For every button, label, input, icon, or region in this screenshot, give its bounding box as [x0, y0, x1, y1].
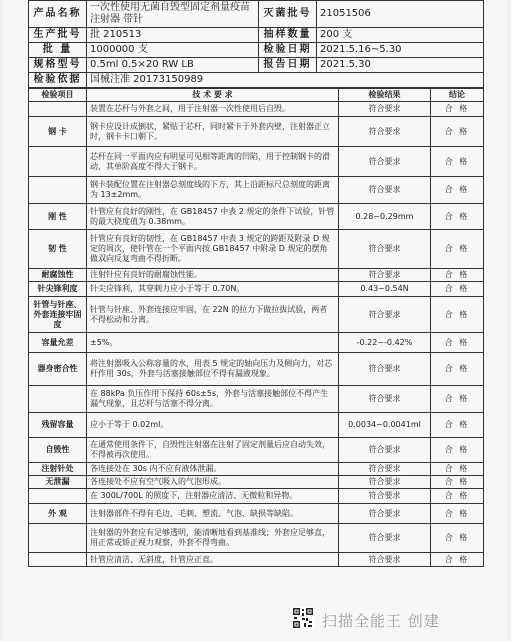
basis-label: 检验依据	[29, 73, 87, 88]
result-cell: 符合要求	[339, 476, 431, 489]
conclusion-cell: 合 格	[431, 102, 484, 117]
table-row	[29, 413, 484, 438]
table-row	[29, 230, 484, 269]
conclusion-cell: 合 格	[431, 553, 484, 567]
sample-qty-value: 200 支	[317, 28, 484, 43]
conclusion-cell: 合 格	[431, 269, 484, 282]
table-row	[29, 504, 484, 524]
table-row	[29, 177, 484, 204]
requirement-cell: 将注射器吸入公称容量的水，用表 5 规定的轴向压力及侧向力，对芯杆作用 30s，外套与活塞接触部位不得有漏液现象。	[87, 353, 339, 386]
item-cell	[29, 524, 87, 553]
result-cell: 符合要求	[339, 438, 431, 463]
result-cell: 0.28~0.29mm	[339, 204, 431, 230]
sterilization-batch-value: 21051506	[317, 1, 484, 28]
requirement-cell: 应小于等于 0.02ml。	[87, 413, 339, 438]
requirement-cell: 注射针应有良好的耐腐蚀性能。	[87, 269, 339, 282]
result-cell: 符合要求	[339, 504, 431, 524]
result-cell: 0.0034~0.0041ml	[339, 413, 431, 438]
brand-text: 扫描全能王 创建	[322, 612, 440, 630]
column-item: 检验项目	[29, 89, 87, 102]
production-batch-value: 批 210513	[87, 28, 259, 43]
item-cell: 外 观	[29, 504, 87, 524]
inspection-date-label: 检验日期	[259, 43, 317, 58]
inspection-date-value: 2021.5.16~5.30	[317, 43, 484, 58]
item-cell	[29, 102, 87, 117]
item-cell: 注射针处	[29, 463, 87, 476]
table-row	[29, 282, 484, 297]
table-row	[29, 147, 484, 177]
table-row	[29, 353, 484, 386]
column-conclusion: 结论	[431, 89, 484, 102]
table-row	[29, 117, 484, 147]
item-cell	[29, 489, 87, 504]
product-name-value: 一次性使用无菌自毁型固定剂量疫苗注射器 带针	[87, 1, 259, 28]
sterilization-batch-label: 灭菌批号	[259, 1, 317, 28]
item-cell: 无泄漏	[29, 476, 87, 489]
item-cell: 刚 性	[29, 204, 87, 230]
item-cell: 针管与针座、外套连接牢固度	[29, 297, 87, 333]
report-date-label: 报告日期	[259, 58, 317, 73]
sample-qty-label: 抽样数量	[259, 28, 317, 43]
result-cell: 符合要求	[339, 524, 431, 553]
result-cell: 符合要求	[339, 117, 431, 147]
result-cell: 符合要求	[339, 297, 431, 333]
requirement-cell: ±5%。	[87, 333, 339, 353]
batch-qty-label: 批 量	[29, 43, 87, 58]
table-row	[29, 102, 484, 117]
column-result: 检验结果	[339, 89, 431, 102]
conclusion-cell: 合 格	[431, 147, 484, 177]
table-row	[29, 333, 484, 353]
result-cell: 符合要求	[339, 463, 431, 476]
table-row	[29, 438, 484, 463]
spec-label: 规格型号	[29, 58, 87, 73]
result-cell: 符合要求	[339, 177, 431, 204]
item-cell: 钢 卡	[29, 117, 87, 147]
document-page	[3, 0, 506, 641]
requirement-cell: 芯杆在同一平面内应有明显可见相等距离的凹陷，用于控制钢卡的滑动，其单阶高度不得大于钢卡。	[87, 147, 339, 177]
conclusion-cell: 合 格	[431, 297, 484, 333]
column-requirement: 技 术 要 求	[87, 89, 339, 102]
conclusion-cell: 合 格	[431, 353, 484, 386]
item-cell: 针尖锋利度	[29, 282, 87, 297]
report-date-value: 2021.5.30	[317, 58, 484, 73]
result-cell: 符合要求	[339, 553, 431, 567]
requirement-cell: 钢卡应设计成倒状，紧贴于芯杆，同时紧卡于外套内壁，注射器正立时，钢卡卡口朝下。	[87, 117, 339, 147]
requirement-cell: 针尖应锋利，其穿刺力应小于等于 0.70N。	[87, 282, 339, 297]
conclusion-cell: 合 格	[431, 333, 484, 353]
inspection-report	[28, 0, 483, 567]
table-row	[29, 463, 484, 476]
item-cell: 自毁性	[29, 438, 87, 463]
item-cell: 残留容量	[29, 413, 87, 438]
conclusion-cell: 合 格	[431, 524, 484, 553]
conclusion-cell: 合 格	[431, 117, 484, 147]
requirement-cell: 各连接处不应有空气吸入的气泡形成。	[87, 476, 339, 489]
result-cell: -0.22~-0.42%	[339, 333, 431, 353]
result-cell: 符合要求	[339, 489, 431, 504]
requirement-cell: 针管应有良好的韧性，在 GB18457 中表 3 规定的跨距及附录 D 规定的周次，使针管在一个平面内按 GB18457 中附录 D 规定的摆角做双向反复弯曲不得折断。	[87, 230, 339, 269]
conclusion-cell: 合 格	[431, 476, 484, 489]
conclusion-cell: 合 格	[431, 386, 484, 413]
conclusion-cell: 合 格	[431, 438, 484, 463]
table-row	[29, 476, 484, 489]
item-cell	[29, 147, 87, 177]
conclusion-cell: 合 格	[431, 413, 484, 438]
requirement-cell: 在 300L/700L 的照度下，注射器应清洁、无微粒和异物。	[87, 489, 339, 504]
conclusion-cell: 合 格	[431, 230, 484, 269]
item-cell	[29, 553, 87, 567]
conclusion-cell: 合 格	[431, 489, 484, 504]
item-cell	[29, 386, 87, 413]
batch-qty-value: 1000000 支	[87, 43, 259, 58]
conclusion-cell: 合 格	[431, 463, 484, 476]
requirement-cell: 针管与针座、外套连接应牢固，在 22N 的拉力下做拉拔试验，两者不得松动和分离。	[87, 297, 339, 333]
requirement-cell: 针管应清洁、无斜度，针管应正直。	[87, 553, 339, 567]
table-row	[29, 489, 484, 504]
result-cell: 0.43~0.54N	[339, 282, 431, 297]
result-cell: 符合要求	[339, 386, 431, 413]
conclusion-cell: 合 格	[431, 282, 484, 297]
header-table	[28, 0, 484, 88]
results-table	[28, 88, 484, 567]
product-name-label: 产品名称	[29, 1, 87, 28]
table-row	[29, 204, 484, 230]
requirement-cell: 注射器部件不得有毛边、毛刺、塑流、气泡、缺损等缺陷。	[87, 504, 339, 524]
conclusion-cell: 合 格	[431, 177, 484, 204]
scanner-watermark	[292, 607, 462, 631]
table-row	[29, 269, 484, 282]
requirement-cell: 装置在芯杆与外套之间，用于注射器一次性使用后自毁。	[87, 102, 339, 117]
result-cell: 符合要求	[339, 147, 431, 177]
requirement-cell: 注射器的外套应有足够透明，能清晰地看到基准线；外套应足够直，用正常或矫正视力观察，外套不得弯曲。	[87, 524, 339, 553]
requirement-cell: 在 88kPa 负压作用下保持 60s±5s，外套与活塞接触部位不得产生漏气现象，且芯杆与活塞不得分离。	[87, 386, 339, 413]
results-body	[29, 102, 484, 567]
item-cell: 器身密合性	[29, 353, 87, 386]
requirement-cell: 各连接处在 30s 内不应有液体泄漏。	[87, 463, 339, 476]
item-cell: 韧 性	[29, 230, 87, 269]
basis-value: 国械注准 20173150989	[87, 73, 484, 88]
table-row	[29, 386, 484, 413]
production-batch-label: 生产批号	[29, 28, 87, 43]
result-cell: 符合要求	[339, 353, 431, 386]
table-row	[29, 524, 484, 553]
result-cell: 符合要求	[339, 230, 431, 269]
conclusion-cell: 合 格	[431, 504, 484, 524]
requirement-cell: 针管应有良好的刚性，在 GB18457 中表 2 规定的条件下试验，针管的最大挠度值为 0.38mm。	[87, 204, 339, 230]
result-cell: 符合要求	[339, 102, 431, 117]
qr-code-icon	[292, 607, 314, 629]
spec-value: 0.5ml 0.5×20 RW LB	[87, 58, 259, 73]
item-cell: 耐腐蚀性	[29, 269, 87, 282]
result-cell: 符合要求	[339, 269, 431, 282]
conclusion-cell: 合 格	[431, 204, 484, 230]
requirement-cell: 在通常使用条件下，自毁性注射器在注射了固定剂量后应自动失效，不得被再次使用。	[87, 438, 339, 463]
table-row	[29, 553, 484, 567]
item-cell: 容量允差	[29, 333, 87, 353]
item-cell	[29, 177, 87, 204]
table-row	[29, 297, 484, 333]
requirement-cell: 钢卡装配位置在注射器总刻度线的下方，其上沿距标尺总刻度的距离为 13±2mm。	[87, 177, 339, 204]
